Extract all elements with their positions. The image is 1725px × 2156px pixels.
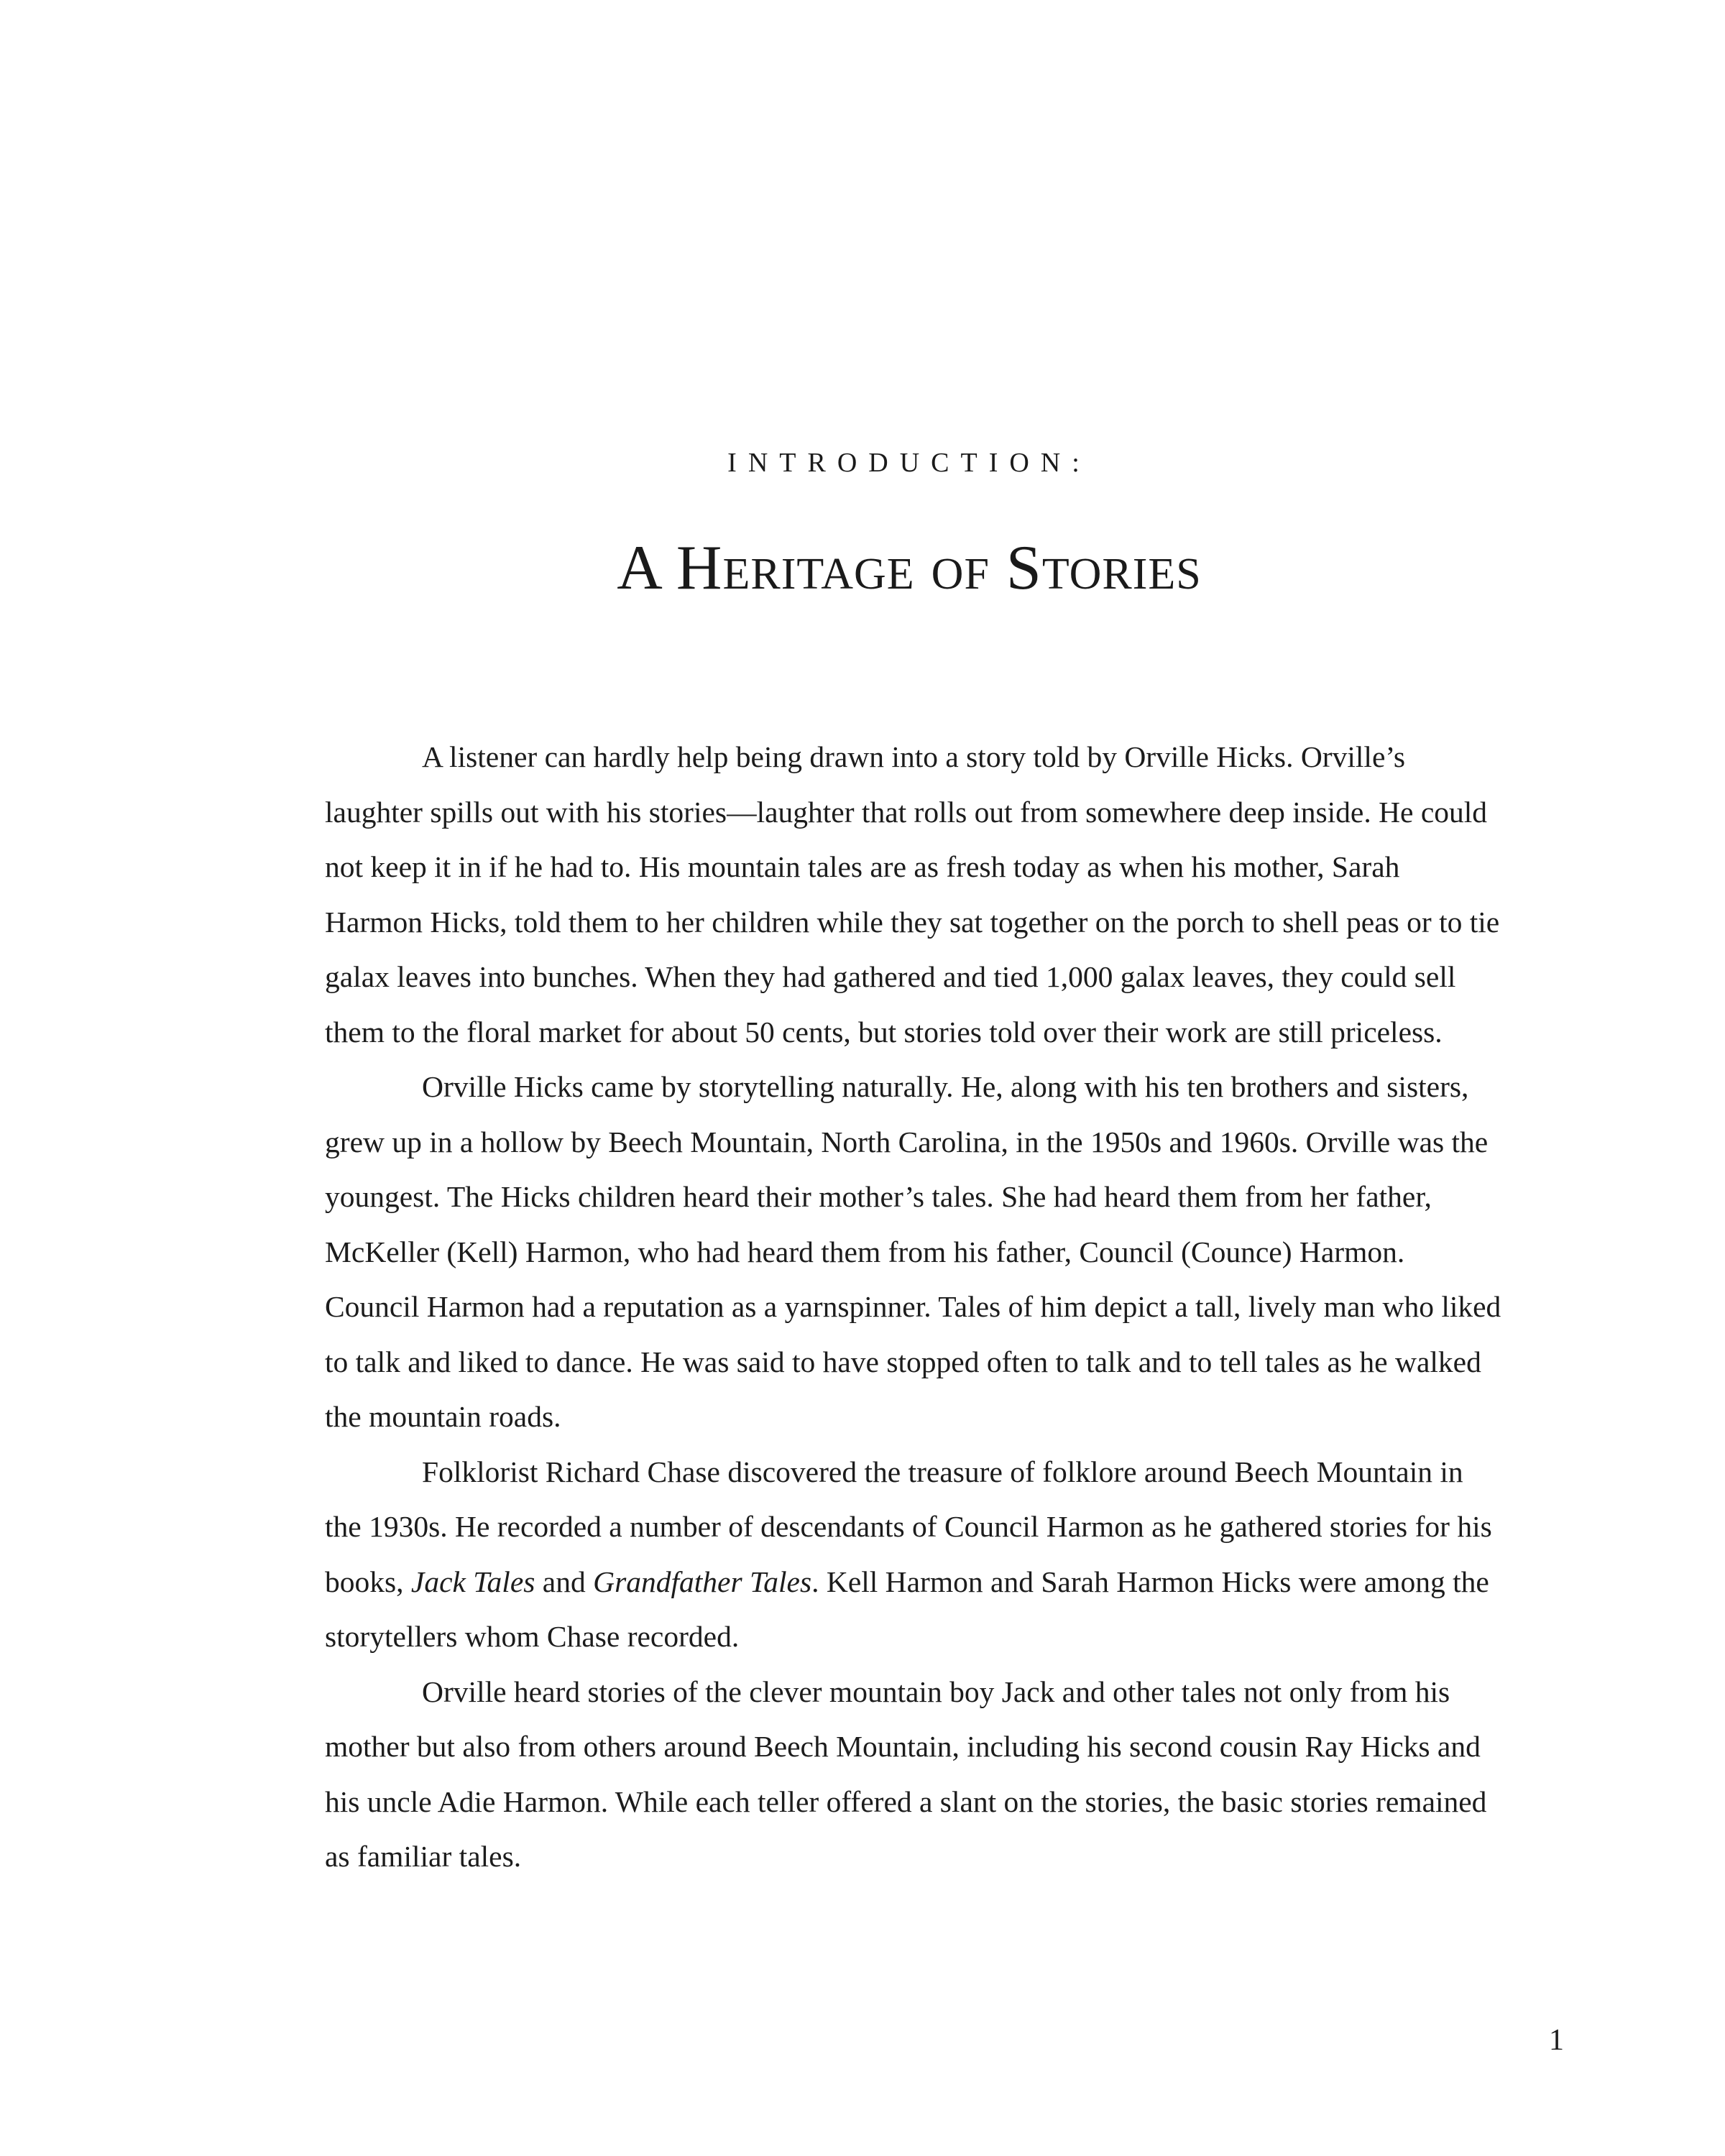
- body-text: [325, 729, 1504, 1884]
- paragraph-2: Orville Hicks came by storytelling naturally. He, along with his ten brothers and sisters, grew up in a hollow by Beech Mountain, North Carolina, in the 1950s and 1960s. Orville was the youngest. The Hicks children heard their mother’s tales. She had heard them from her father, McKeller (Kell) Harmon, who had heard them from his father, Council (Counce) Harmon. Council Harmon had a reputation as a yarnspinner. Tales of him depict a tall, lively man who liked to talk and liked to dance. He was said to have stopped often to talk and to tell tales as he walked the mountain roads.: [325, 1070, 1501, 1433]
- paragraph-3: [325, 1445, 1504, 1664]
- paragraph-4: Orville heard stories of the clever mountain boy Jack and other tales not only from his mother but also from others around Beech Mountain, including his second cousin Ray Hicks and his uncle Adie Harmon. While each teller offered a slant on the stories, the basic stories remained as familiar tales.: [325, 1674, 1487, 1873]
- section-label: INTRODUCTION:: [727, 448, 1091, 478]
- book-title-grandfather-tales: Grandfather Tales: [593, 1565, 812, 1598]
- paragraph-3-part-3: . Kell Harmon and Sarah Harmon Hicks were among the storytellers whom Chase recorded.: [325, 1565, 1489, 1653]
- page-number: 1: [1549, 2024, 1564, 2057]
- paragraph-1: A listener can hardly help being drawn into a story told by Orville Hicks. Orville’s laughter spills out with his stories—laughter that rolls out from somewhere deep inside. He could not keep it in if he had to. His mountain tales are as fresh today as when his mother, Sarah Harmon Hicks, told them to her children while they sat together on the porch to shell peas or to tie galax leaves into bunches. When they had gathered and tied 1,000 galax leaves, they could sell them to the floral market for about 50 cents, but stories told over their work are still priceless.: [325, 740, 1500, 1049]
- paragraph-3-part-1: Folklorist Richard Chase discovered the treasure of folklore around Beech Mountain in the 1930s. He recorded a number of descendants of Council Harmon as he gathered stories for his books,: [325, 1455, 1492, 1598]
- chapter-title: A Heritage of Stories: [617, 533, 1202, 603]
- paragraph-3-part-2: and: [535, 1565, 594, 1598]
- book-title-jack-tales: Jack Tales: [410, 1565, 535, 1598]
